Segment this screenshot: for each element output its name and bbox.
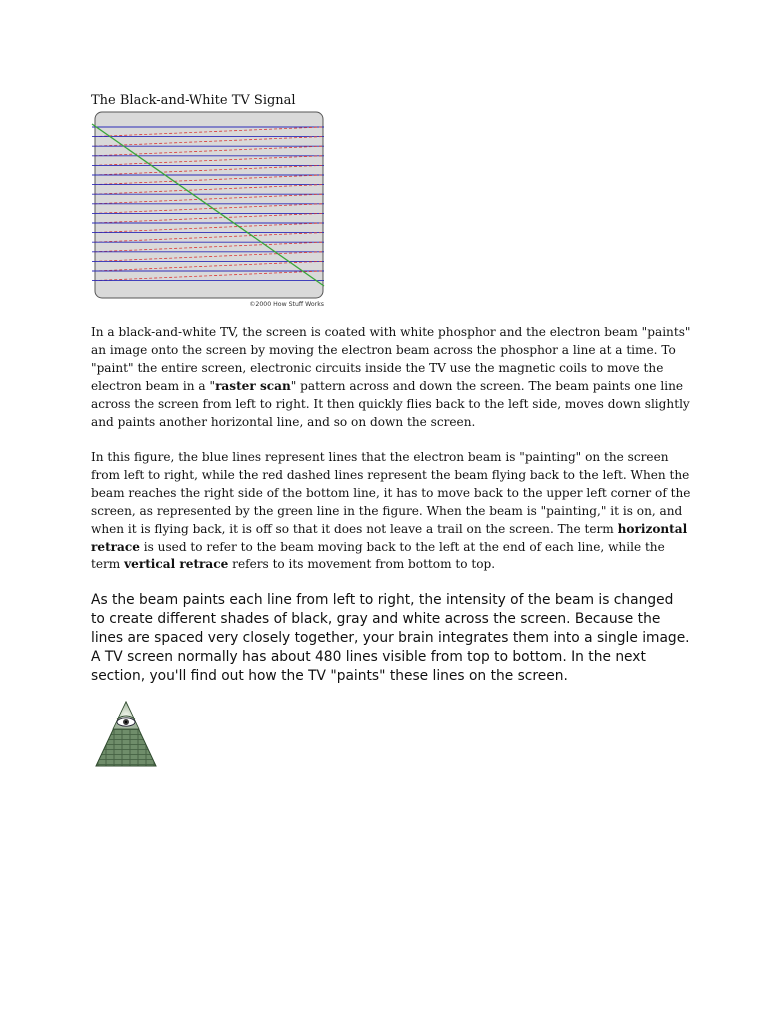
paragraph-text: In a black-and-white TV, the screen is coated with white phosphor and the electron beam "paints" an image onto the screen by moving the electron beam across the phosphor a line at a time. To "paint" the entire screen, electronic circuits inside the TV use the magnetic coils to move the electron beam in a " bbox=[91, 325, 691, 393]
term-raster-scan: raster scan bbox=[215, 378, 291, 393]
paragraph-text: In this figure, the blue lines represent lines that the electron beam is "painting" on the screen from left to right, while the red dashed lines represent the beam flying back to the left. When the beam reaches the right side of the bottom line, it has to move back to the upper left corner of the screen, as represented by the green line in the figure. When the beam is "painting," it is on, and when it is flying back, it is off so that it does not leave a trail on the screen. The term bbox=[91, 450, 691, 536]
term-horizontal-retrace: horizontal retrace bbox=[91, 521, 688, 554]
paragraph-figure-explanation bbox=[91, 449, 691, 574]
pyramid-eye-icon bbox=[94, 700, 158, 768]
paragraph-raster-scan bbox=[91, 324, 691, 431]
raster-scan-figure bbox=[88, 110, 328, 310]
copyright-text: ©2000 How Stuff Works bbox=[249, 301, 324, 308]
paragraph-text: is used to refer to the beam moving back to the left at the end of each line, while the term bbox=[91, 539, 665, 572]
term-vertical-retrace: vertical retrace bbox=[124, 557, 229, 572]
paragraph-text: " pattern across and down the screen. The beam paints one line across the screen from left to right. It then quickly flies back to the left side, moves down slightly and paints another horizontal line, and so on down the screen. bbox=[91, 378, 690, 429]
paragraph-intensity: As the beam paints each line from left to right, the intensity of the beam is changed to create different shades of black, gray and white across the screen. Because the lines are spaced very closely together, your brain integrates them into a single image. A TV screen normally has about 480 lines visible from top to bottom. In the next section, you'll find out how the TV "paints" these lines on the screen. bbox=[91, 592, 690, 684]
page-title: The Black-and-White TV Signal bbox=[91, 93, 296, 108]
paragraph-text: refers to its movement from bottom to top. bbox=[228, 557, 496, 572]
